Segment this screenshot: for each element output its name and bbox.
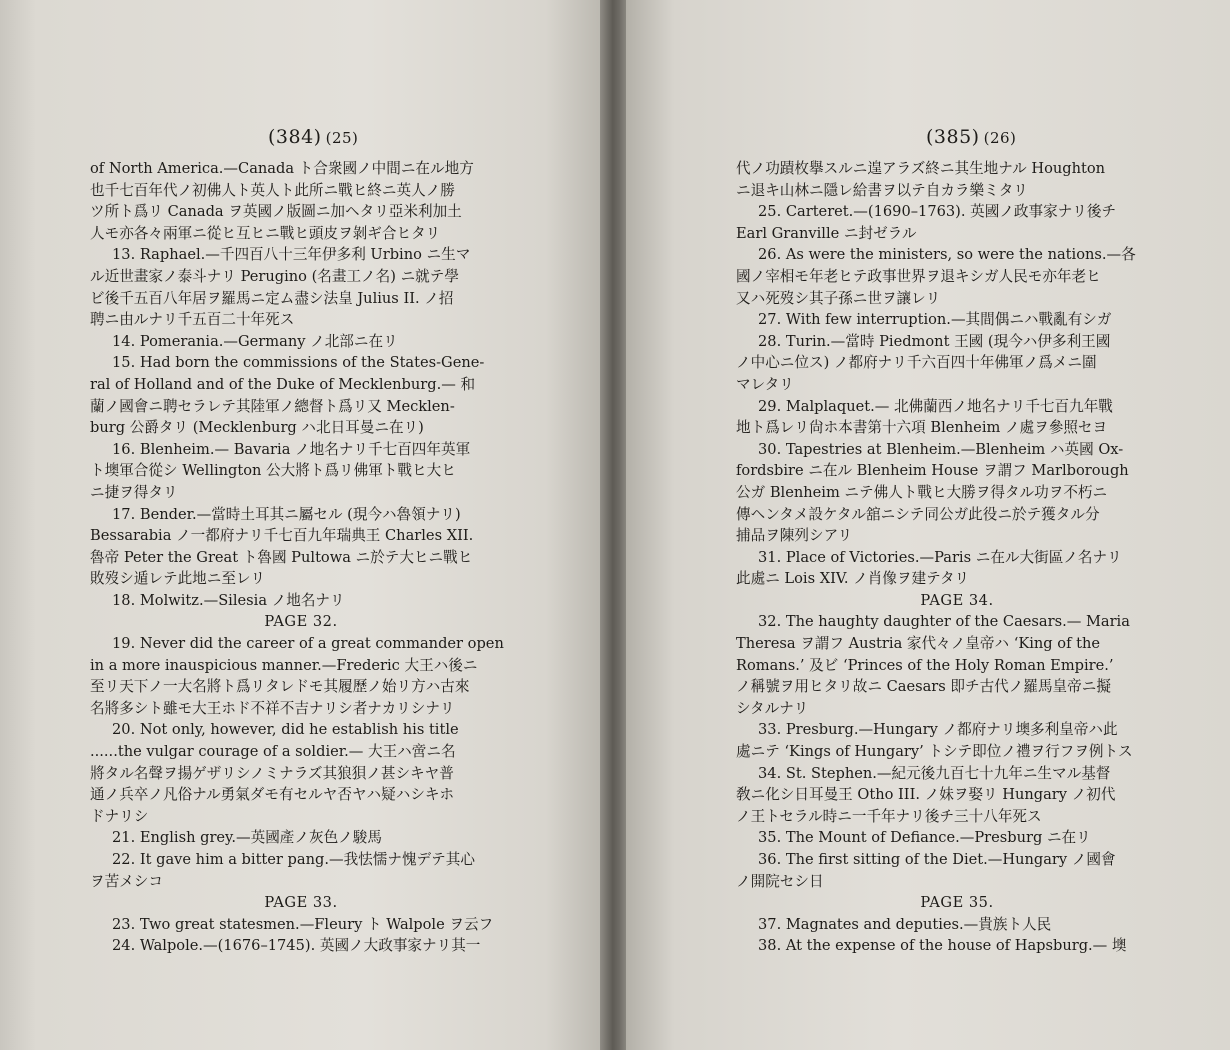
text-line: 25. Carteret.—(1690–1763). 英國ノ政事家ナリ後チ: [758, 203, 1117, 221]
left-page-body: [90, 158, 520, 957]
right-page-subnumber: (26): [983, 129, 1017, 147]
text-line: 也千七百年代ノ初佛人ト英人ト此所ニ戰ヒ終ニ英人ノ勝: [90, 181, 455, 199]
text-line: Bessarabia ノ一都府ナリ千七百九年瑞典王 Charles XII.: [90, 527, 474, 545]
text-line: 處ニテ ‘Kings of Hungary’ トシテ即位ノ禮ヲ行フヲ例トス: [736, 743, 1133, 761]
section-heading: PAGE 33.: [264, 894, 338, 912]
text-line: ヲ苦メシコ: [90, 872, 163, 890]
text-line: 敎ニ化シ日耳曼王 Otho III. ノ妹ヲ娶リ Hungary ノ初代: [736, 786, 1116, 804]
text-line: 27. With few interruption.—其間偶ニハ戰亂有シガ: [758, 311, 1112, 329]
text-line: ト墺軍合從シ Wellington 公大將ト爲リ佛軍ト戰ヒ大ヒ: [90, 462, 456, 480]
text-line: of North America.—Canada ト合衆國ノ中間ニ在ル地方: [90, 160, 474, 177]
text-line: 捕品ヲ陳列シアリ: [736, 527, 853, 545]
text-line: シタルナリ: [736, 699, 809, 717]
text-line: ral of Holland and of the Duke of Mecklenburg.— 和: [90, 375, 476, 393]
text-line: 敗歿シ遁レテ此地ニ至レリ: [90, 570, 266, 588]
text-line: 38. At the expense of the house of Hapsburg.— 墺: [758, 937, 1127, 955]
text-line: ......the vulgar courage of a soldier.— 大王ハ啻ニ名: [90, 743, 456, 761]
text-line: 地ト爲レリ尙ホ本書第十六項 Blenheim ノ處ヲ參照セヨ: [736, 419, 1108, 437]
text-line: 傳ヘンタメ設ケタル舘ニシテ同公ガ此役ニ於テ獲タル分: [736, 505, 1100, 523]
left-page-header: [268, 126, 358, 148]
text-line: 人モ亦各々兩軍ニ從ヒ互ヒニ戰ヒ頭皮ヲ剝ギ合ヒタリ: [90, 224, 441, 242]
text-line: 20. Not only, however, did he establish his title: [112, 721, 459, 739]
text-line: 30. Tapestries at Blenheim.—Blenheim ハ英國 Ox-: [758, 440, 1124, 458]
right-page-header: [926, 126, 1016, 148]
left-page-subnumber: (25): [325, 129, 359, 147]
text-line: 代ノ功蹟枚擧スルニ遑アラズ終ニ其生地ナル Houghton: [736, 160, 1106, 177]
text-line: Earl Granville ニ封ゼラル: [736, 224, 917, 242]
text-line: マレタリ: [736, 375, 794, 393]
text-line: 14. Pomerania.—Germany ノ北部ニ在リ: [112, 332, 398, 350]
text-line: 公ガ Blenheim ニテ佛人ト戰ヒ大勝ヲ得タル功ヲ不朽ニ: [736, 483, 1108, 501]
text-line: 29. Malplaquet.— 北佛蘭西ノ地名ナリ千七百九年戰: [758, 397, 1113, 415]
text-line: 15. Had born the commissions of the States-Gene-: [112, 354, 485, 372]
text-line: 通ノ兵卒ノ凡俗ナル勇氣ダモ有セルヤ否ヤハ疑ハシキホ: [90, 786, 455, 804]
text-line: 33. Presburg.—Hungary ノ都府ナリ墺多利皇帝ハ此: [758, 721, 1118, 739]
text-line: ドナリシ: [90, 807, 149, 825]
text-line: 將タル名聲ヲ揚ゲザリシノミナラズ其狼狽ノ甚シキヤ普: [90, 764, 454, 782]
text-line: in a more inauspicious manner.—Frederic 大王ハ後ニ: [90, 656, 478, 674]
text-line: 又ハ死歿シ其子孫ニ世ヲ讓レリ: [736, 289, 941, 307]
text-line: 13. Raphael.—千四百八十三年伊多利 Urbino ニ生マ: [112, 246, 471, 264]
text-line: ル近世畫家ノ泰斗ナリ Perugino (名畫工ノ名) ニ就テ學: [90, 267, 459, 285]
text-line: ノ開院セシ日: [736, 872, 824, 890]
text-line: ノ王トセラル時ニ一千年ナリ後チ三十八年死ス: [736, 807, 1042, 825]
text-line: 16. Blenheim.— Bavaria ノ地名ナリ千七百四年英軍: [112, 440, 471, 458]
text-line: 至リ天下ノ一大名將ト爲リタレドモ其履歷ノ始リ方ハ古來: [90, 678, 470, 696]
text-line: 魯帝 Peter the Great ト魯國 Pultowa ニ於テ大ヒニ戰ヒ: [90, 548, 473, 566]
text-line: 36. The first sitting of the Diet.—Hungary ノ國會: [758, 851, 1116, 868]
left-page: [0, 0, 606, 1050]
text-line: ニ捷ヲ得タリ: [90, 483, 178, 501]
text-line: 24. Walpole.—(1676–1745). 英國ノ大政事家ナリ其一: [112, 937, 481, 955]
right-page-number: (385): [926, 126, 980, 148]
text-line: 17. Bender.—當時土耳其ニ屬セル (現今ハ魯領ナリ): [112, 505, 461, 523]
text-line: ノ稱號ヲ用ヒタリ故ニ Caesars 即チ古代ノ羅馬皇帝ニ擬: [736, 678, 1111, 696]
text-line: 21. English grey.—英國產ノ灰色ノ駿馬: [112, 829, 382, 847]
text-line: 32. The haughty daughter of the Caesars.— Maria: [758, 613, 1130, 631]
text-line: 37. Magnates and deputies.—貴族ト人民: [758, 915, 1052, 933]
text-line: Romans.’ 及ビ ‘Princes of the Holy Roman Empire.’: [736, 656, 1114, 674]
section-heading: PAGE 35.: [920, 894, 994, 912]
text-line: 名將多シト雖モ大王ホド不祥不吉ナリシ者ナカリシナリ: [90, 699, 455, 717]
text-line: ノ中心ニ位ス) ノ都府ナリ千六百四十年佛軍ノ爲メニ圍: [736, 354, 1097, 372]
section-heading: PAGE 34.: [920, 591, 994, 609]
left-page-number: (384): [268, 126, 322, 148]
text-line: 19. Never did the career of a great commander open: [112, 635, 504, 653]
text-line: ビ後千五百八年居ヲ羅馬ニ定ム盡シ法皇 Julius II. ノ招: [90, 289, 454, 307]
text-line: 蘭ノ國會ニ聘セラレテ其陸軍ノ總督ト爲リ又 Mecklen-: [90, 397, 455, 415]
text-line: fordsbire ニ在ル Blenheim House ヲ謂フ Marlborough: [736, 462, 1129, 480]
text-line: 聘ニ由ルナリ千五百二十年死ス: [90, 311, 295, 329]
text-line: 此處ニ Lois XIV. ノ肖像ヲ建テタリ: [736, 570, 970, 588]
text-line: Theresa ヲ謂フ Austria 家代々ノ皇帝ハ ‘King of the: [736, 635, 1101, 653]
text-line: 22. It gave him a bitter pang.—我怯懦ナ愧デテ其心: [112, 851, 475, 868]
section-heading: PAGE 32.: [264, 613, 338, 631]
text-line: 28. Turin.—當時 Piedmont 王國 (現今ハ伊多利王國: [758, 332, 1111, 350]
right-page: [626, 0, 1230, 1050]
text-line: ツ所ト爲リ Canada ヲ英國ノ版圖ニ加ヘタリ亞米利加土: [90, 203, 462, 221]
text-line: 26. As were the ministers, so were the nations.—各: [758, 246, 1136, 264]
text-line: 31. Place of Victories.—Paris ニ在ル大街區ノ名ナリ: [758, 548, 1122, 566]
text-line: burg 公爵タリ (Mecklenburg ハ北日耳曼ニ在リ): [90, 419, 424, 437]
text-line: 18. Molwitz.—Silesia ノ地名ナリ: [112, 591, 345, 609]
text-line: ニ退キ山林ニ隱レ給書ヲ以テ自カラ樂ミタリ: [736, 181, 1028, 199]
text-line: 34. St. Stephen.—紀元後九百七十九年ニ生マル基督: [758, 764, 1111, 782]
text-line: 國ノ宰相モ年老ヒテ政事世界ヲ退キシガ人民モ亦年老ヒ: [736, 267, 1101, 285]
text-line: 35. The Mount of Defiance.—Presburg ニ在リ: [758, 829, 1091, 847]
text-line: 23. Two great statesmen.—Fleury ト Walpole ヲ云フ: [112, 915, 494, 933]
right-page-body: [736, 158, 1186, 957]
